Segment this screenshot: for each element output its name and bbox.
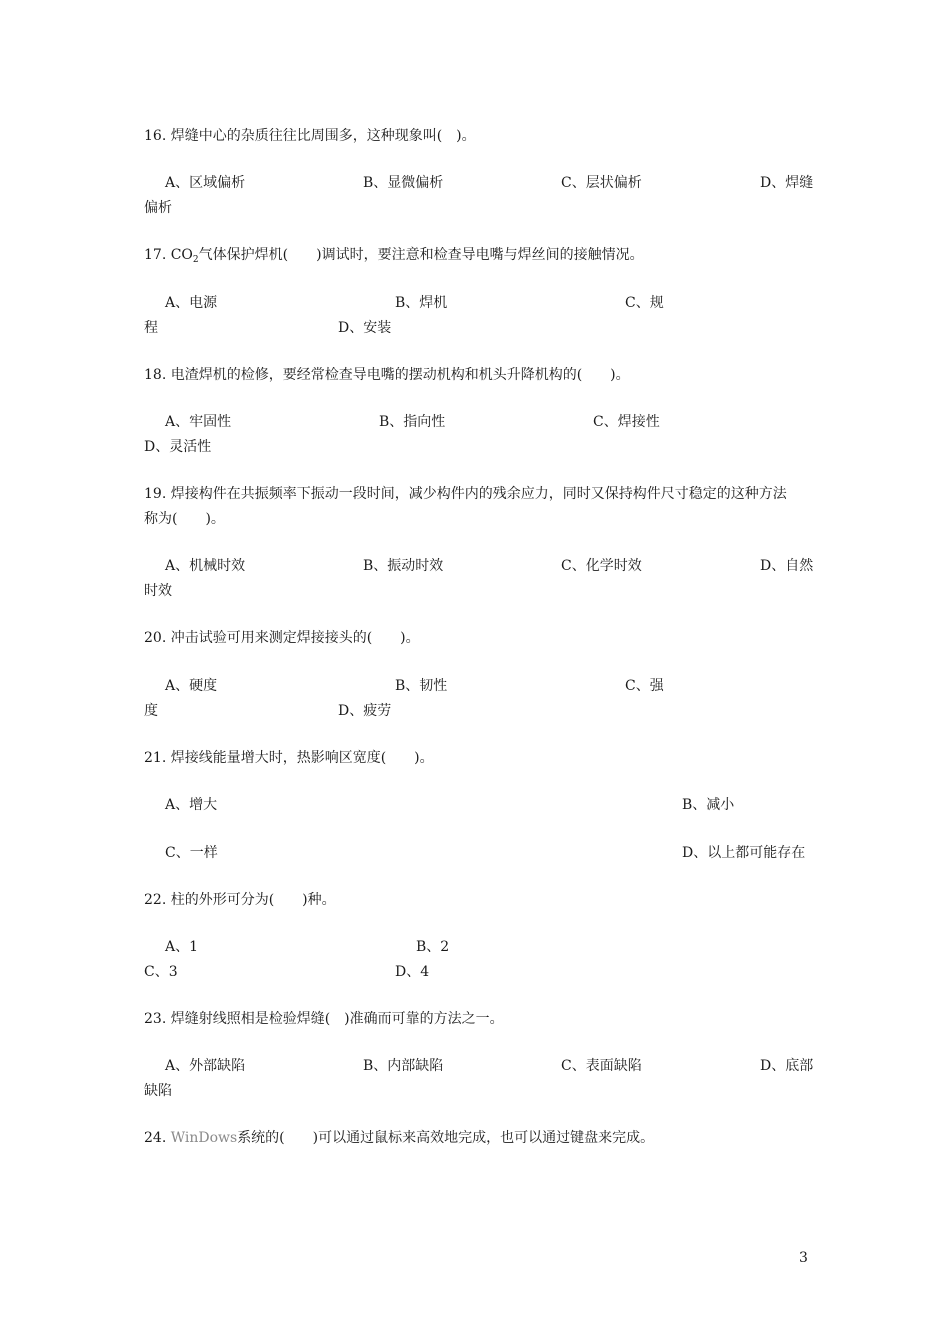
question-19-stem-line1: 19. 焊接构件在共振频率下振动一段时间，减少构件内的残余应力，同时又保持构件尺寸稳定的这种方法 [144, 486, 787, 502]
question-22-stem: 22. 柱的外形可分为( )种。 [144, 892, 336, 908]
question-21-option-c: C、一样 [165, 845, 218, 861]
question-19-stem-line2: 称为( )。 [144, 511, 225, 527]
question-19-option-d-wrap: 时效 [144, 583, 172, 599]
question-20-option-d: D、疲劳 [338, 703, 392, 719]
question-20-option-c: C、强 [625, 678, 664, 694]
question-18-option-d: D、灵活性 [144, 439, 212, 455]
question-20-option-c-wrap: 度 [144, 703, 158, 719]
page-number: 3 [799, 1250, 808, 1266]
question-23-stem: 23. 焊缝射线照相是检验焊缝( )准确而可靠的方法之一。 [144, 1011, 504, 1027]
question-24-stem [144, 1128, 654, 1148]
question-21-option-b: B、减小 [682, 797, 735, 813]
question-24-text: 系统的( )可以通过鼠标来高效地完成，也可以通过键盘来完成。 [237, 1130, 655, 1146]
windows-term: WinDows [170, 1130, 238, 1146]
co2-formula: $CO_2$ [170, 247, 199, 265]
question-23-option-d-wrap: 缺陷 [144, 1083, 172, 1099]
question-19-option-a: A、机械时效 [165, 558, 246, 574]
question-17-number: 17. [144, 247, 171, 263]
question-23-option-a: A、外部缺陷 [165, 1058, 246, 1074]
question-22-option-d: D、4 [395, 964, 430, 980]
question-23-option-b: B、内部缺陷 [363, 1058, 444, 1074]
question-17-option-a: A、电源 [165, 295, 218, 311]
question-18-option-c: C、焊接性 [593, 414, 660, 430]
question-23-option-d: D、底部 [760, 1058, 814, 1074]
question-18-stem: 18. 电渣焊机的检修，要经常检查导电嘴的摆动机构和机头升降机构的( )。 [144, 367, 630, 383]
question-21-stem: 21. 焊接线能量增大时，热影响区宽度( )。 [144, 750, 434, 766]
question-22-option-c: C、3 [144, 964, 178, 980]
question-17-option-c: C、规 [625, 295, 664, 311]
question-16-option-d: D、焊缝 [760, 175, 814, 191]
question-16-option-d-wrap: 偏析 [144, 200, 172, 216]
question-22-option-b: B、2 [416, 939, 450, 955]
question-23-option-c: C、表面缺陷 [561, 1058, 642, 1074]
question-20-stem: 20. 冲击试验可用来测定焊接接头的( )。 [144, 630, 420, 646]
question-19-option-b: B、振动时效 [363, 558, 444, 574]
question-18-option-b: B、指向性 [379, 414, 446, 430]
question-17-option-c-wrap: 程 [144, 320, 158, 336]
question-16-option-c: C、层状偏析 [561, 175, 642, 191]
question-19-option-c: C、化学时效 [561, 558, 642, 574]
question-21-option-a: A、增大 [165, 797, 218, 813]
question-18-option-a: A、牢固性 [165, 414, 232, 430]
question-22-option-a: A、1 [165, 939, 199, 955]
question-17-stem [144, 245, 644, 270]
question-20-option-b: B、韧性 [395, 678, 448, 694]
question-19-option-d: D、自然 [760, 558, 814, 574]
question-17-option-b: B、焊机 [395, 295, 448, 311]
question-20-option-a: A、硬度 [165, 678, 218, 694]
question-17-text: 气体保护焊机( )调试时，要注意和检查导电嘴与焊丝间的接触情况。 [198, 247, 644, 263]
question-17-option-d: D、安装 [338, 320, 392, 336]
question-24-number: 24. [144, 1130, 171, 1146]
question-16-option-b: B、显微偏析 [363, 175, 444, 191]
question-16-stem: 16. 焊缝中心的杂质往往比周围多，这种现象叫( )。 [144, 128, 476, 144]
question-16-option-a: A、区域偏析 [165, 175, 246, 191]
question-21-option-d: D、以上都可能存在 [682, 845, 806, 861]
